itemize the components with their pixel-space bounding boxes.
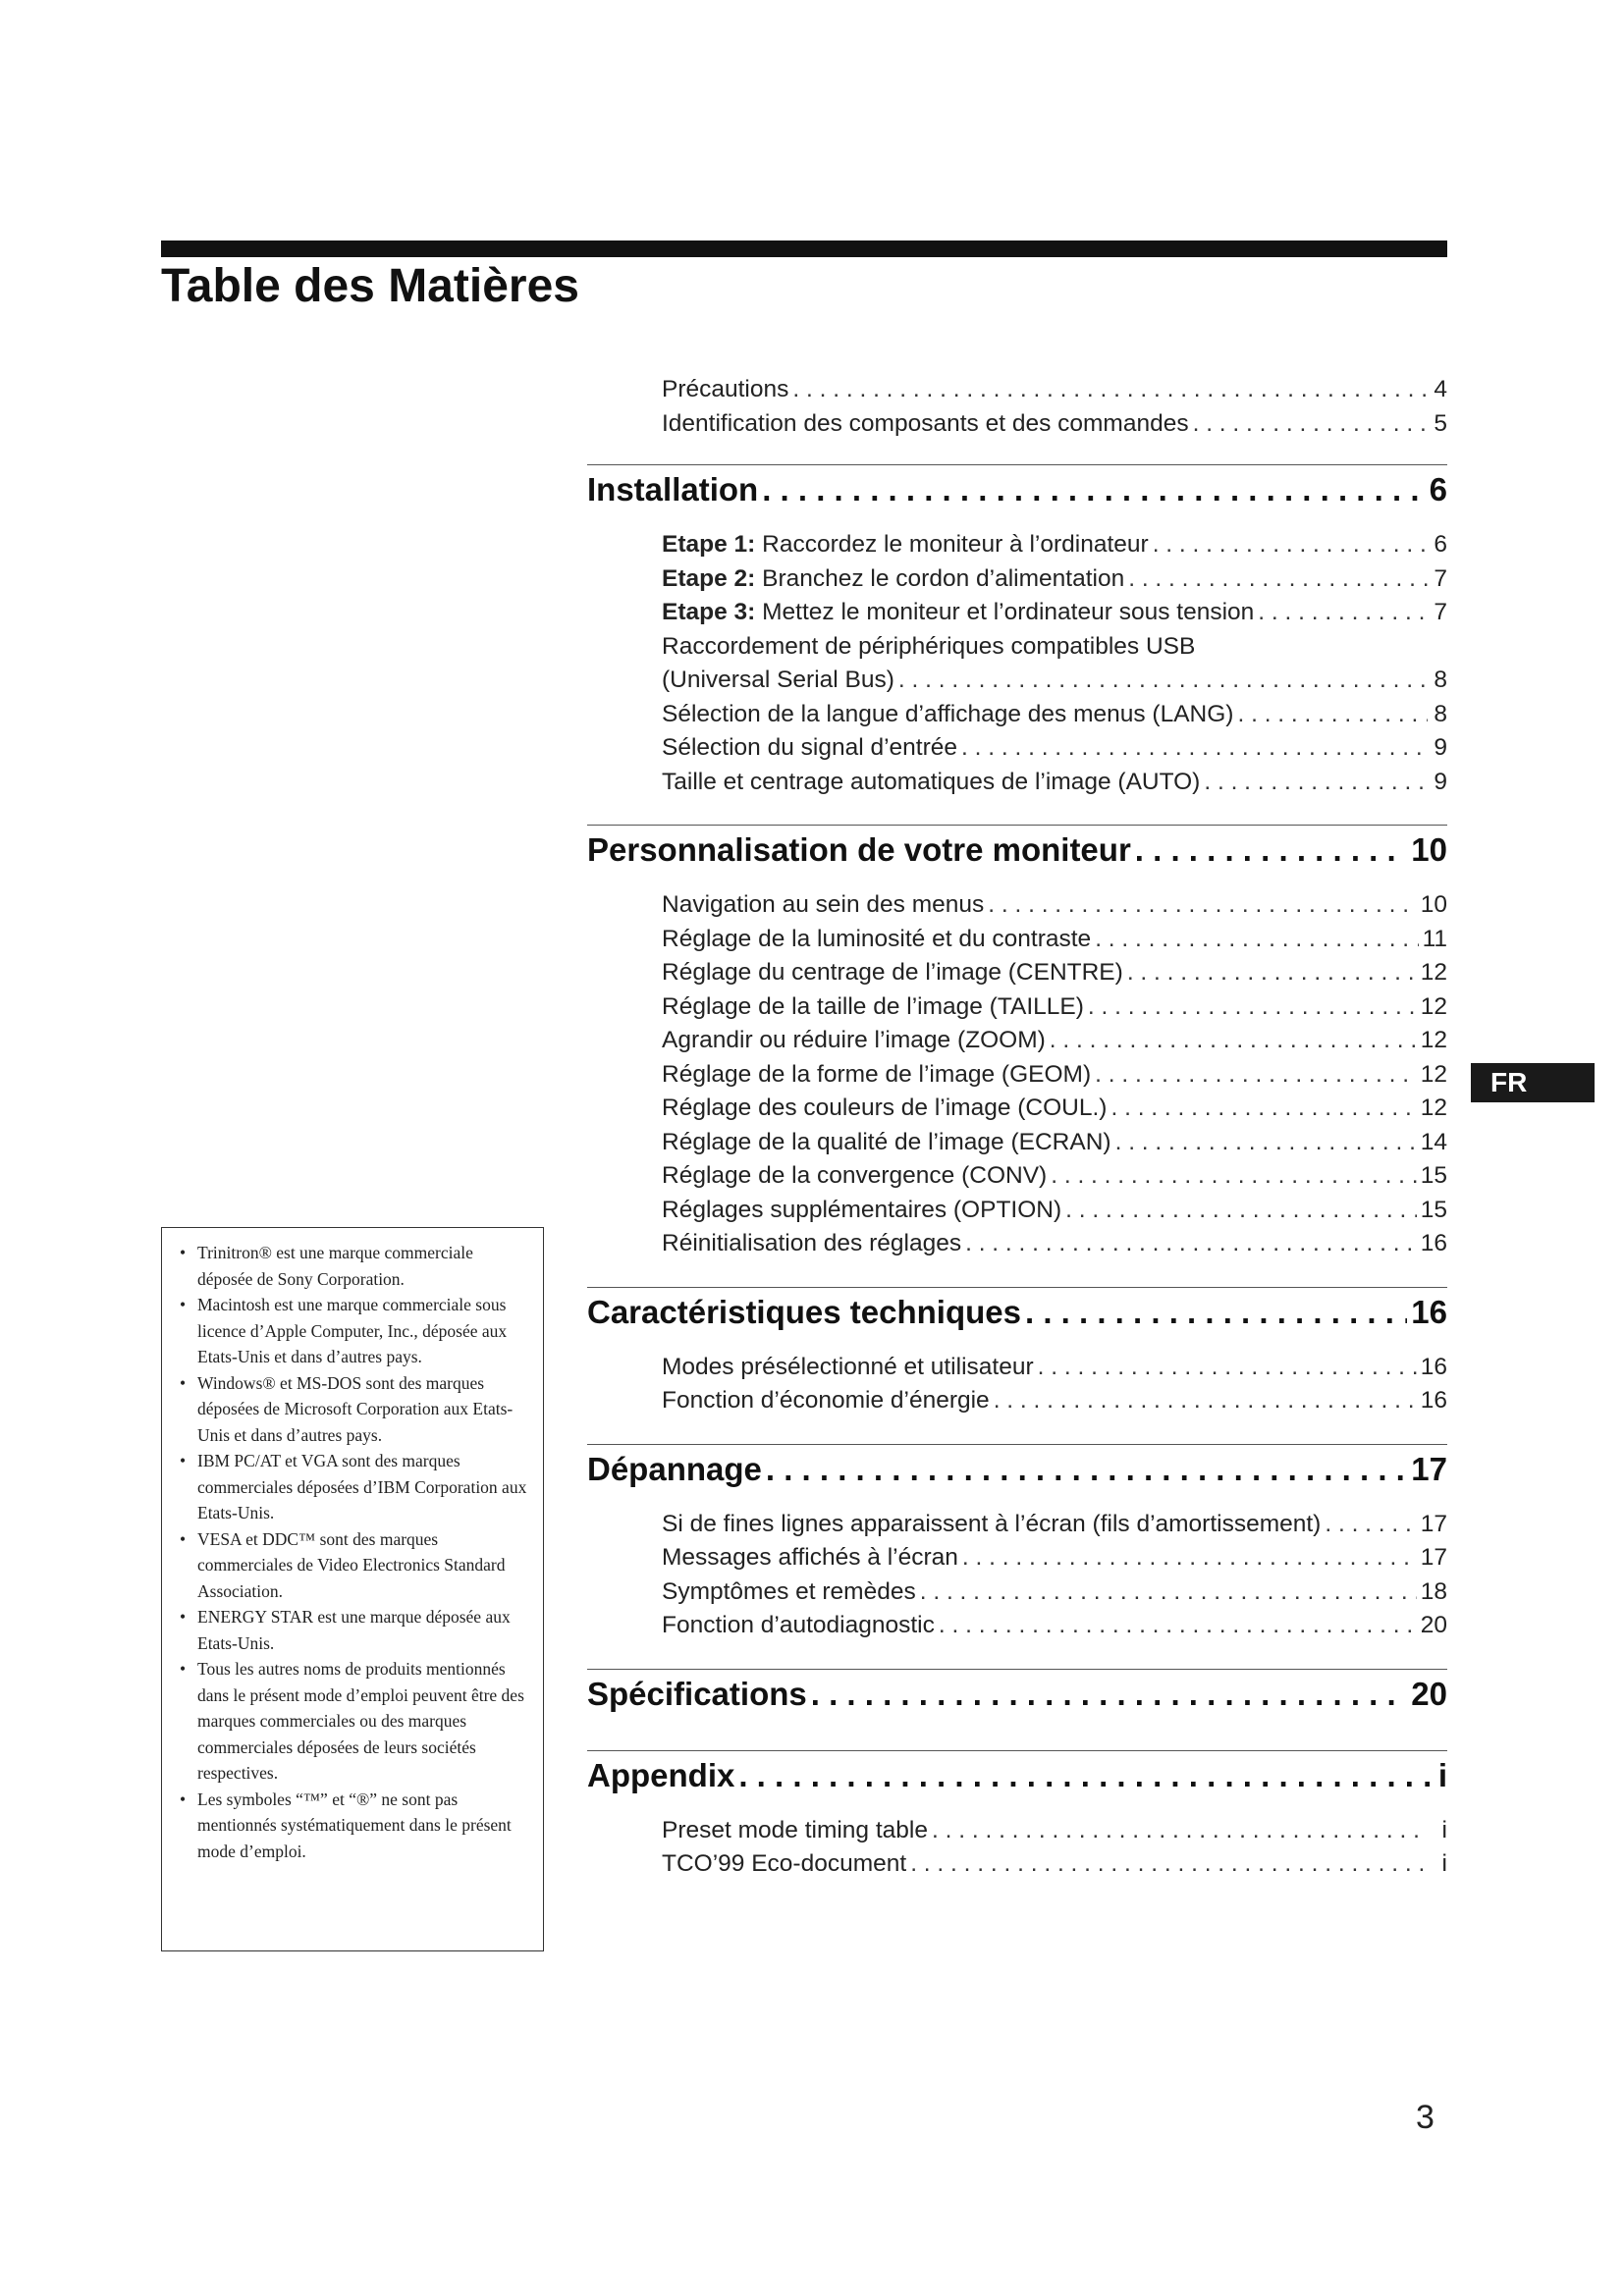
toc-entry-title xyxy=(662,1847,906,1882)
toc-entry-page: i xyxy=(1441,1850,1447,1877)
toc-entry-title xyxy=(662,1126,1111,1160)
toc-entry-title xyxy=(662,1058,1091,1093)
toc-entry[interactable] xyxy=(662,956,1447,990)
toc-entry-title xyxy=(662,1541,958,1575)
toc-entry-title xyxy=(662,373,788,407)
toc-entry-text: Réglage de la qualité de l’image (ECRAN) xyxy=(662,1128,1111,1155)
toc-entry-page: 12 xyxy=(1420,992,1447,1020)
toc-entry-title xyxy=(662,1194,1061,1228)
toc-entry-text: Agrandir ou réduire l’image (ZOOM) xyxy=(662,1027,1046,1053)
toc-section xyxy=(587,825,1447,1261)
toc-entry[interactable] xyxy=(662,1126,1447,1160)
table-of-contents xyxy=(587,373,1447,1907)
toc-section xyxy=(587,1287,1447,1418)
section-heading-page: 10 xyxy=(1411,831,1447,868)
dot-leader xyxy=(1258,596,1428,630)
trademark-note: • Trinitron® est une marque commerciale déposée de Sony Corporation. xyxy=(176,1240,529,1292)
trademark-notes-list xyxy=(176,1240,529,1864)
section-heading-page: 20 xyxy=(1411,1675,1447,1712)
toc-entry-page: 15 xyxy=(1420,1162,1447,1189)
toc-entry-text: Réglage de la taille de l’image (TAILLE) xyxy=(662,992,1084,1020)
toc-entry-page: 17 xyxy=(1420,1510,1447,1537)
toc-section xyxy=(587,464,1447,799)
toc-entry-text: Réglage de la luminosité et du contraste xyxy=(662,925,1092,952)
toc-entry-title xyxy=(662,888,984,923)
toc-entry[interactable] xyxy=(662,1227,1447,1261)
dot-leader xyxy=(965,1227,1417,1261)
dot-leader xyxy=(988,888,1417,923)
toc-entry-title xyxy=(662,562,1124,597)
toc-entry-title xyxy=(662,1384,990,1418)
dot-leader xyxy=(792,373,1428,407)
toc-entry-page: i xyxy=(1441,1816,1447,1843)
toc-entry[interactable] xyxy=(662,630,1447,665)
toc-entry-page: 12 xyxy=(1420,959,1447,986)
toc-entry-text: Preset mode timing table xyxy=(662,1816,928,1843)
toc-entry[interactable] xyxy=(662,1814,1447,1848)
toc-entry-page: 16 xyxy=(1420,1230,1447,1256)
toc-entry[interactable] xyxy=(662,562,1447,597)
toc-section-heading[interactable] xyxy=(587,1444,1447,1496)
dot-leader xyxy=(811,1670,1408,1719)
dot-leader xyxy=(962,1541,1417,1575)
toc-entry[interactable] xyxy=(662,1609,1447,1643)
dot-leader xyxy=(738,1751,1434,1800)
toc-entry[interactable] xyxy=(662,923,1447,957)
dot-leader xyxy=(939,1609,1417,1643)
dot-leader xyxy=(762,465,1425,514)
trademark-note: • Tous les autres noms de produits mentionnés dans le présent mode d’emploi peuvent être des marques commerciales ou des marques commerciales déposées de leurs sociétés respectives. xyxy=(176,1656,529,1787)
toc-entry-text: Fonction d’autodiagnostic xyxy=(662,1612,935,1638)
section-heading-page: i xyxy=(1437,1756,1447,1793)
toc-entry-step-label: Etape 1: xyxy=(662,531,756,558)
trademark-note: • IBM PC/AT et VGA sont des marques commerciales déposées d’IBM Corporation aux Etats-Unis. xyxy=(176,1448,529,1526)
toc-entry-step-label: Etape 2: xyxy=(662,564,756,592)
dot-leader xyxy=(1095,1058,1417,1093)
toc-entry-page: 11 xyxy=(1422,925,1447,952)
toc-section-entries xyxy=(587,528,1447,799)
toc-section-heading[interactable] xyxy=(587,464,1447,516)
toc-entry[interactable] xyxy=(662,1194,1447,1228)
dot-leader xyxy=(898,664,1428,698)
toc-entry[interactable] xyxy=(662,888,1447,923)
dot-leader xyxy=(910,1847,1428,1882)
toc-entry-title xyxy=(662,1351,1034,1385)
language-tab-fr: FR xyxy=(1471,1063,1595,1102)
toc-entry-step-label: Etape 3: xyxy=(662,599,756,625)
dot-leader xyxy=(1110,1092,1416,1126)
toc-entry[interactable] xyxy=(662,596,1447,630)
toc-entry-page: 8 xyxy=(1434,700,1447,727)
toc-entry-page: 5 xyxy=(1434,409,1447,437)
toc-entry-title xyxy=(662,990,1084,1025)
page-number: 3 xyxy=(1416,2099,1435,2136)
toc-entry-page: 12 xyxy=(1420,1027,1447,1053)
section-heading-text: Caractéristiques techniques xyxy=(587,1293,1021,1330)
dot-leader xyxy=(1095,923,1418,957)
toc-entry[interactable] xyxy=(662,1384,1447,1418)
toc-entry-text: Si de fines lignes apparaissent à l’écran (fils d’amortissement) xyxy=(662,1510,1322,1537)
toc-entry-text: Réglage de la convergence (CONV) xyxy=(662,1162,1048,1189)
toc-entry[interactable] xyxy=(662,1351,1447,1385)
toc-entry-text: Identification des composants et des commandes xyxy=(662,409,1189,437)
toc-entry-title xyxy=(662,766,1200,800)
section-heading-page: 16 xyxy=(1411,1293,1447,1330)
toc-entry-text: Mettez le moniteur et l’ordinateur sous tension xyxy=(755,599,1255,625)
dot-leader xyxy=(1115,1126,1417,1160)
toc-entry-text: Sélection du signal d’entrée xyxy=(662,734,958,761)
toc-section xyxy=(587,1669,1447,1721)
toc-entry[interactable] xyxy=(662,407,1447,442)
toc-entry-title xyxy=(662,596,1254,630)
toc-entry-text: Raccordement de périphériques compatibles USB xyxy=(662,632,1196,660)
toc-entry-page: 4 xyxy=(1434,376,1447,402)
toc-entry-text: Taille et centrage automatiques de l’image (AUTO) xyxy=(662,768,1201,795)
toc-section-entries xyxy=(587,1814,1447,1882)
dot-leader xyxy=(961,731,1428,766)
toc-entry-title xyxy=(662,528,1149,562)
dot-leader xyxy=(1051,1159,1417,1194)
toc-entry-text: Réglage des couleurs de l’image (COUL.) xyxy=(662,1095,1108,1121)
toc-entry-title xyxy=(662,1575,916,1610)
dot-leader xyxy=(932,1814,1428,1848)
dot-leader xyxy=(1038,1351,1417,1385)
dot-leader xyxy=(920,1575,1417,1610)
toc-entry-title xyxy=(662,1024,1046,1058)
toc-entry-title xyxy=(662,1609,935,1643)
toc-entry-text: Précautions xyxy=(662,376,789,402)
toc-entry-text: Réglages supplémentaires (OPTION) xyxy=(662,1196,1062,1223)
toc-entry-title xyxy=(662,1508,1321,1542)
toc-section-entries xyxy=(587,1351,1447,1418)
dot-leader xyxy=(1204,766,1428,800)
toc-entry-page: 8 xyxy=(1434,667,1447,693)
toc-entry-page: 6 xyxy=(1434,531,1447,558)
toc-entry[interactable] xyxy=(662,731,1447,766)
toc-entry-title xyxy=(662,664,894,698)
toc-entry-title xyxy=(662,1159,1047,1194)
page-title: Table des Matières xyxy=(161,260,579,312)
toc-entry-text: Raccordez le moniteur à l’ordinateur xyxy=(755,531,1149,558)
toc-entry-title xyxy=(662,1092,1107,1126)
toc-entry[interactable] xyxy=(662,990,1447,1025)
toc-entry-page: 7 xyxy=(1434,564,1447,592)
toc-entry-title xyxy=(662,1227,961,1261)
toc-entry[interactable] xyxy=(662,528,1447,562)
toc-intro xyxy=(587,373,1447,441)
dot-leader xyxy=(1065,1194,1417,1228)
toc-entry-page: 9 xyxy=(1434,734,1447,761)
dot-leader xyxy=(1237,698,1428,732)
trademark-note: • Les symboles “™” et “®” ne sont pas mentionnés systématiquement dans le présent mode d’emploi. xyxy=(176,1787,529,1865)
toc-entry-text: Réglage du centrage de l’image (CENTRE) xyxy=(662,959,1123,986)
dot-leader xyxy=(766,1445,1407,1494)
toc-entry-text: Branchez le cordon d’alimentation xyxy=(755,564,1125,592)
toc-entry[interactable] xyxy=(662,1092,1447,1126)
trademark-note: • VESA et DDC™ sont des marques commerciales de Video Electronics Standard Association. xyxy=(176,1526,529,1605)
trademark-notes-box xyxy=(161,1227,544,1951)
toc-entry[interactable] xyxy=(662,1847,1447,1882)
dot-leader xyxy=(1153,528,1428,562)
toc-entry[interactable] xyxy=(662,1508,1447,1542)
toc-entry-page: 14 xyxy=(1420,1128,1447,1155)
toc-entry-title xyxy=(662,407,1189,442)
toc-entry[interactable] xyxy=(662,766,1447,800)
toc-entry[interactable] xyxy=(662,1159,1447,1194)
title-rule xyxy=(161,240,1447,257)
toc-entry[interactable] xyxy=(662,664,1447,698)
toc-section-heading[interactable] xyxy=(587,1287,1447,1339)
section-heading-text: Spécifications xyxy=(587,1675,807,1712)
toc-entry-title xyxy=(662,923,1091,957)
toc-entry-page: 16 xyxy=(1420,1387,1447,1414)
toc-entry[interactable] xyxy=(662,1541,1447,1575)
toc-section xyxy=(587,1750,1447,1882)
section-heading-text: Installation xyxy=(587,471,759,507)
toc-entry-page: 16 xyxy=(1420,1353,1447,1380)
dot-leader xyxy=(1127,956,1417,990)
toc-section-entries xyxy=(587,888,1447,1261)
toc-entry-page: 20 xyxy=(1420,1612,1447,1638)
toc-entry-text: Navigation au sein des menus xyxy=(662,891,985,918)
section-heading-text: Appendix xyxy=(587,1756,735,1793)
toc-entry-text: Symptômes et remèdes xyxy=(662,1577,916,1605)
toc-entry-title xyxy=(662,1814,928,1848)
toc-entry-title xyxy=(662,698,1233,732)
dot-leader xyxy=(1135,826,1408,875)
toc-entry-text: Sélection de la langue d’affichage des menus (LANG) xyxy=(662,700,1234,727)
toc-entry-text: TCO’99 Eco-document xyxy=(662,1850,907,1877)
dot-leader xyxy=(1325,1508,1416,1542)
toc-entry-text: Réinitialisation des réglages xyxy=(662,1230,962,1256)
section-heading-page: 17 xyxy=(1411,1450,1447,1487)
dot-leader xyxy=(1193,407,1428,442)
toc-entry-page: 10 xyxy=(1420,891,1447,918)
toc-entry-text: (Universal Serial Bus) xyxy=(662,667,894,693)
toc-entry-text: Réglage de la forme de l’image (GEOM) xyxy=(662,1060,1092,1088)
dot-leader xyxy=(1050,1024,1417,1058)
toc-entry-title xyxy=(662,956,1123,990)
section-heading-page: 6 xyxy=(1429,471,1447,507)
toc-entry[interactable] xyxy=(662,698,1447,732)
toc-entry-page: 9 xyxy=(1434,768,1447,795)
toc-entry-page: 18 xyxy=(1420,1577,1447,1605)
toc-entry-page: 12 xyxy=(1420,1095,1447,1121)
toc-entry-page: 7 xyxy=(1434,599,1447,625)
toc-entry[interactable] xyxy=(662,1058,1447,1093)
dot-leader xyxy=(1088,990,1417,1025)
toc-entry[interactable] xyxy=(662,373,1447,407)
dot-leader xyxy=(1128,562,1428,597)
toc-entry-page: 17 xyxy=(1420,1544,1447,1571)
toc-section-heading[interactable] xyxy=(587,1750,1447,1802)
section-heading-text: Personnalisation de votre moniteur xyxy=(587,831,1131,868)
toc-entry-page: 15 xyxy=(1420,1196,1447,1223)
section-heading-text: Dépannage xyxy=(587,1450,762,1487)
toc-sections xyxy=(587,464,1447,1882)
trademark-note: • ENERGY STAR est une marque déposée aux Etats-Unis. xyxy=(176,1604,529,1656)
toc-section-heading[interactable] xyxy=(587,1669,1447,1721)
dot-leader xyxy=(1025,1288,1407,1337)
toc-entry-text: Fonction d’économie d’énergie xyxy=(662,1387,990,1414)
toc-section-entries xyxy=(587,1508,1447,1643)
toc-entry[interactable] xyxy=(662,1024,1447,1058)
dot-leader xyxy=(994,1384,1417,1418)
toc-section-heading[interactable] xyxy=(587,825,1447,877)
toc-entry-text: Messages affichés à l’écran xyxy=(662,1544,958,1571)
toc-entry-title xyxy=(662,630,1195,665)
toc-section xyxy=(587,1444,1447,1643)
toc-entry-title xyxy=(662,731,957,766)
toc-entry-text: Modes présélectionné et utilisateur xyxy=(662,1353,1034,1380)
toc-entry-page: 12 xyxy=(1420,1060,1447,1088)
trademark-note: • Macintosh est une marque commerciale sous licence d’Apple Computer, Inc., déposée aux Etats-Unis et dans d’autres pays. xyxy=(176,1292,529,1370)
toc-entry[interactable] xyxy=(662,1575,1447,1610)
trademark-note: • Windows® et MS-DOS sont des marques déposées de Microsoft Corporation aux Etats-Unis et dans d’autres pays. xyxy=(176,1370,529,1449)
